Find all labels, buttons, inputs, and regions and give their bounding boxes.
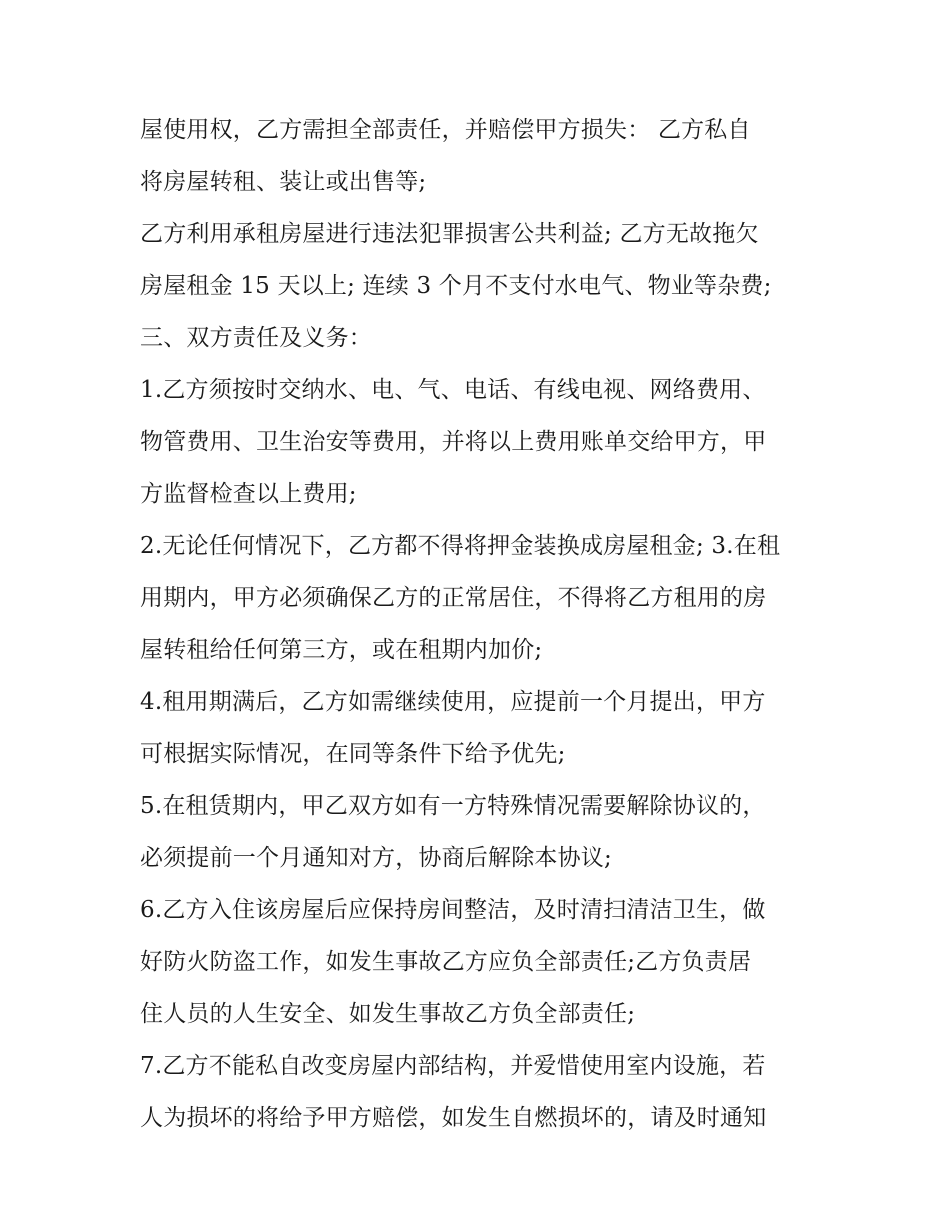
text-line: 住人员的人生安全、如发生事故乙方负全部责任; bbox=[140, 1001, 636, 1027]
text-line: 方监督检查以上费用; bbox=[140, 481, 357, 507]
text-line: 用期内，甲方必须确保乙方的正常居住，不得将乙方租用的房 bbox=[140, 585, 767, 611]
text-line: 4.租用期满后，乙方如需继续使用，应提前一个月提出，甲方 bbox=[140, 689, 766, 715]
text-line: 可根据实际情况，在同等条件下给予优先; bbox=[140, 741, 566, 767]
text-line: 物管费用、卫生治安等费用，并将以上费用账单交给甲方，甲 bbox=[140, 429, 767, 455]
text-line: 人为损坏的将给予甲方赔偿，如发生自燃损坏的，请及时通知 bbox=[140, 1105, 767, 1131]
document-body bbox=[140, 104, 830, 1144]
text-line: 5.在租赁期内，甲乙双方如有一方特殊情况需要解除协议的， bbox=[140, 793, 766, 819]
text-line: 7.乙方不能私自改变房屋内部结构，并爱惜使用室内设施，若 bbox=[140, 1053, 766, 1079]
text-line: 1.乙方须按时交纳水、电、气、电话、有线电视、网络费用、 bbox=[140, 377, 766, 403]
text-line: 必须提前一个月通知对方，协商后解除本协议; bbox=[140, 845, 612, 871]
text-line: 将房屋转租、装让或出售等; bbox=[140, 169, 427, 195]
text-line: 6.乙方入住该房屋后应保持房间整洁，及时清扫清洁卫生，做 bbox=[140, 897, 766, 923]
text-line: 好防火防盗工作，如发生事故乙方应负全部责任;乙方负责居 bbox=[140, 949, 752, 975]
section-heading: 三、双方责任及义务： bbox=[140, 325, 372, 351]
text-line: 房屋租金 15 天以上; 连续 3 个月不支付水电气、物业等杂费; bbox=[140, 273, 772, 299]
text-line: 屋使用权，乙方需担全部责任，并赔偿甲方损失： 乙方私自 bbox=[140, 117, 751, 143]
text-line: 屋转租给任何第三方，或在租期内加价; bbox=[140, 637, 543, 663]
text-line: 乙方利用承租房屋进行违法犯罪损害公共利益; 乙方无故拖欠 bbox=[140, 221, 759, 247]
text-line: 2.无论任何情况下，乙方都不得将押金装换成房屋租金; 3.在租 bbox=[140, 533, 781, 559]
